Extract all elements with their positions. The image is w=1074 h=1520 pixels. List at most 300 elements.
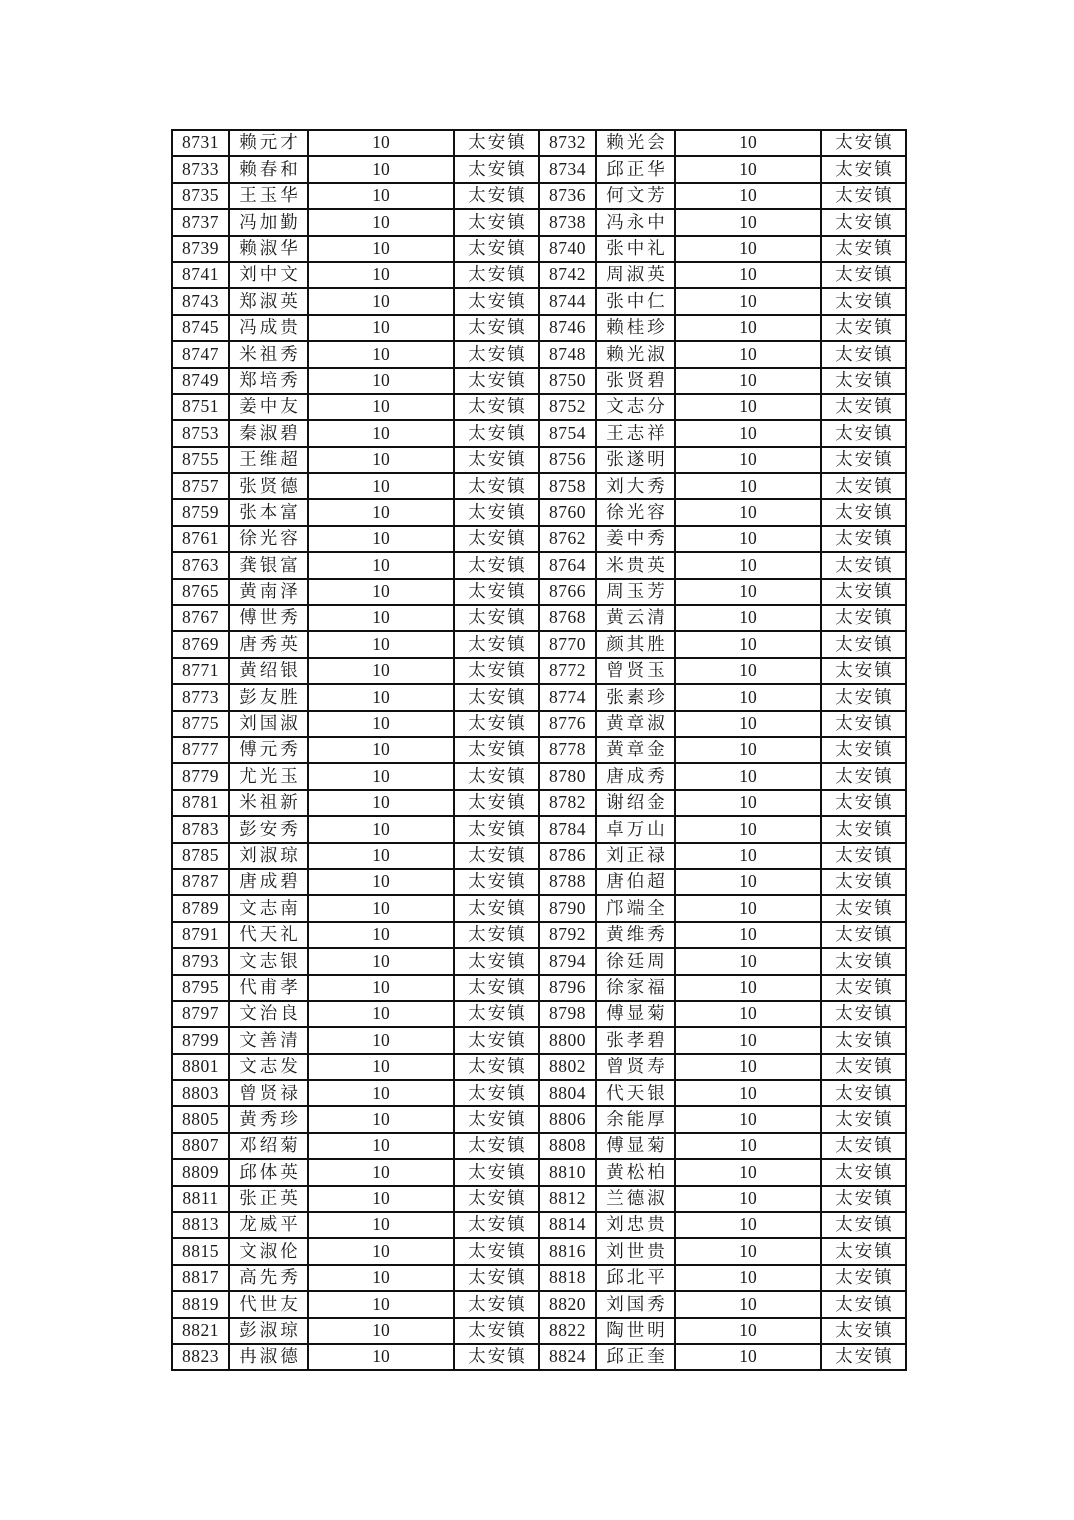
cell-value: 10 bbox=[675, 711, 821, 737]
cell-value: 10 bbox=[308, 420, 454, 446]
cell-value: 10 bbox=[308, 394, 454, 420]
cell-name: 张本富 bbox=[229, 499, 308, 525]
cell-town: 太安镇 bbox=[821, 1027, 906, 1053]
cell-name: 何文芳 bbox=[596, 183, 675, 209]
cell-id: 8800 bbox=[539, 1027, 596, 1053]
cell-town: 太安镇 bbox=[454, 631, 539, 657]
cell-name: 周玉芳 bbox=[596, 579, 675, 605]
cell-name: 颜其胜 bbox=[596, 631, 675, 657]
cell-id: 8774 bbox=[539, 684, 596, 710]
cell-id: 8815 bbox=[172, 1238, 229, 1264]
cell-value: 10 bbox=[675, 1159, 821, 1185]
cell-value: 10 bbox=[675, 156, 821, 182]
table-row bbox=[172, 315, 906, 341]
table-row bbox=[172, 684, 906, 710]
cell-value: 10 bbox=[308, 631, 454, 657]
cell-id: 8772 bbox=[539, 658, 596, 684]
cell-value: 10 bbox=[308, 711, 454, 737]
cell-id: 8735 bbox=[172, 183, 229, 209]
cell-id: 8771 bbox=[172, 658, 229, 684]
cell-town: 太安镇 bbox=[821, 605, 906, 631]
cell-value: 10 bbox=[308, 1080, 454, 1106]
cell-value: 10 bbox=[308, 447, 454, 473]
table-row bbox=[172, 1054, 906, 1080]
cell-id: 8784 bbox=[539, 816, 596, 842]
cell-name: 代甫孝 bbox=[229, 975, 308, 1001]
cell-name: 赖桂珍 bbox=[596, 315, 675, 341]
cell-id: 8785 bbox=[172, 843, 229, 869]
cell-town: 太安镇 bbox=[454, 1318, 539, 1344]
cell-id: 8793 bbox=[172, 948, 229, 974]
cell-value: 10 bbox=[308, 843, 454, 869]
cell-town: 太安镇 bbox=[821, 843, 906, 869]
cell-name: 兰德淑 bbox=[596, 1186, 675, 1212]
table-row bbox=[172, 420, 906, 446]
cell-name: 傅元秀 bbox=[229, 737, 308, 763]
cell-town: 太安镇 bbox=[454, 288, 539, 314]
cell-id: 8790 bbox=[539, 895, 596, 921]
cell-town: 太安镇 bbox=[454, 1159, 539, 1185]
cell-id: 8782 bbox=[539, 790, 596, 816]
cell-value: 10 bbox=[308, 816, 454, 842]
cell-value: 10 bbox=[308, 315, 454, 341]
cell-town: 太安镇 bbox=[454, 1106, 539, 1132]
cell-id: 8777 bbox=[172, 737, 229, 763]
cell-name: 米祖秀 bbox=[229, 341, 308, 367]
cell-town: 太安镇 bbox=[821, 922, 906, 948]
cell-value: 10 bbox=[675, 1344, 821, 1370]
cell-town: 太安镇 bbox=[454, 579, 539, 605]
cell-name: 刘国秀 bbox=[596, 1291, 675, 1317]
cell-value: 10 bbox=[675, 368, 821, 394]
cell-name: 张中仁 bbox=[596, 288, 675, 314]
cell-name: 徐家福 bbox=[596, 975, 675, 1001]
cell-name: 代天银 bbox=[596, 1080, 675, 1106]
cell-id: 8824 bbox=[539, 1344, 596, 1370]
cell-name: 冯加勤 bbox=[229, 209, 308, 235]
cell-name: 文善清 bbox=[229, 1027, 308, 1053]
cell-name: 彭淑琼 bbox=[229, 1318, 308, 1344]
cell-town: 太安镇 bbox=[454, 1001, 539, 1027]
cell-name: 黄秀珍 bbox=[229, 1106, 308, 1132]
cell-id: 8773 bbox=[172, 684, 229, 710]
roster-table bbox=[171, 129, 907, 1371]
cell-id: 8807 bbox=[172, 1133, 229, 1159]
cell-value: 10 bbox=[675, 1106, 821, 1132]
table-row bbox=[172, 1265, 906, 1291]
cell-name: 刘正禄 bbox=[596, 843, 675, 869]
table-row bbox=[172, 975, 906, 1001]
table-row bbox=[172, 1133, 906, 1159]
cell-value: 10 bbox=[675, 975, 821, 1001]
cell-name: 徐廷周 bbox=[596, 948, 675, 974]
cell-town: 太安镇 bbox=[821, 1265, 906, 1291]
cell-value: 10 bbox=[675, 790, 821, 816]
cell-value: 10 bbox=[308, 1001, 454, 1027]
cell-id: 8733 bbox=[172, 156, 229, 182]
table-row bbox=[172, 922, 906, 948]
cell-id: 8822 bbox=[539, 1318, 596, 1344]
cell-name: 文志银 bbox=[229, 948, 308, 974]
cell-name: 邱正华 bbox=[596, 156, 675, 182]
cell-town: 太安镇 bbox=[454, 975, 539, 1001]
cell-value: 10 bbox=[675, 236, 821, 262]
cell-town: 太安镇 bbox=[821, 183, 906, 209]
cell-town: 太安镇 bbox=[454, 183, 539, 209]
cell-name: 赖淑华 bbox=[229, 236, 308, 262]
table-row bbox=[172, 526, 906, 552]
cell-town: 太安镇 bbox=[454, 1080, 539, 1106]
cell-town: 太安镇 bbox=[454, 684, 539, 710]
cell-name: 刘忠贵 bbox=[596, 1212, 675, 1238]
cell-name: 曾贤寿 bbox=[596, 1054, 675, 1080]
cell-name: 周淑英 bbox=[596, 262, 675, 288]
cell-value: 10 bbox=[308, 341, 454, 367]
cell-id: 8742 bbox=[539, 262, 596, 288]
table-row bbox=[172, 1318, 906, 1344]
cell-value: 10 bbox=[308, 473, 454, 499]
table-row bbox=[172, 948, 906, 974]
cell-name: 高先秀 bbox=[229, 1265, 308, 1291]
cell-town: 太安镇 bbox=[454, 1186, 539, 1212]
cell-town: 太安镇 bbox=[821, 737, 906, 763]
cell-id: 8796 bbox=[539, 975, 596, 1001]
cell-value: 10 bbox=[308, 1186, 454, 1212]
cell-town: 太安镇 bbox=[821, 209, 906, 235]
cell-id: 8756 bbox=[539, 447, 596, 473]
cell-town: 太安镇 bbox=[454, 552, 539, 578]
cell-value: 10 bbox=[675, 1027, 821, 1053]
cell-name: 傅显菊 bbox=[596, 1001, 675, 1027]
table-row bbox=[172, 763, 906, 789]
cell-town: 太安镇 bbox=[454, 394, 539, 420]
cell-id: 8765 bbox=[172, 579, 229, 605]
table-row bbox=[172, 711, 906, 737]
cell-id: 8820 bbox=[539, 1291, 596, 1317]
table-row bbox=[172, 895, 906, 921]
table-row bbox=[172, 368, 906, 394]
cell-name: 唐成碧 bbox=[229, 869, 308, 895]
cell-id: 8805 bbox=[172, 1106, 229, 1132]
cell-name: 张正英 bbox=[229, 1186, 308, 1212]
cell-value: 10 bbox=[675, 394, 821, 420]
table-row bbox=[172, 605, 906, 631]
cell-value: 10 bbox=[675, 816, 821, 842]
cell-town: 太安镇 bbox=[821, 236, 906, 262]
cell-town: 太安镇 bbox=[454, 763, 539, 789]
cell-value: 10 bbox=[308, 552, 454, 578]
cell-town: 太安镇 bbox=[454, 1265, 539, 1291]
cell-name: 米祖新 bbox=[229, 790, 308, 816]
cell-value: 10 bbox=[308, 1238, 454, 1264]
cell-town: 太安镇 bbox=[821, 1238, 906, 1264]
cell-town: 太安镇 bbox=[821, 368, 906, 394]
cell-id: 8778 bbox=[539, 737, 596, 763]
cell-id: 8789 bbox=[172, 895, 229, 921]
cell-name: 龚银富 bbox=[229, 552, 308, 578]
cell-id: 8770 bbox=[539, 631, 596, 657]
cell-town: 太安镇 bbox=[821, 1054, 906, 1080]
cell-id: 8823 bbox=[172, 1344, 229, 1370]
cell-id: 8734 bbox=[539, 156, 596, 182]
cell-value: 10 bbox=[308, 526, 454, 552]
cell-town: 太安镇 bbox=[454, 499, 539, 525]
cell-town: 太安镇 bbox=[454, 922, 539, 948]
cell-name: 文志分 bbox=[596, 394, 675, 420]
cell-name: 余能厚 bbox=[596, 1106, 675, 1132]
cell-town: 太安镇 bbox=[454, 262, 539, 288]
table-row bbox=[172, 183, 906, 209]
cell-id: 8762 bbox=[539, 526, 596, 552]
cell-id: 8810 bbox=[539, 1159, 596, 1185]
cell-name: 刘国淑 bbox=[229, 711, 308, 737]
table-row bbox=[172, 473, 906, 499]
cell-id: 8788 bbox=[539, 869, 596, 895]
cell-town: 太安镇 bbox=[821, 156, 906, 182]
cell-name: 秦淑碧 bbox=[229, 420, 308, 446]
table-row bbox=[172, 236, 906, 262]
table-row bbox=[172, 394, 906, 420]
cell-town: 太安镇 bbox=[454, 711, 539, 737]
cell-name: 张中礼 bbox=[596, 236, 675, 262]
cell-value: 10 bbox=[308, 1291, 454, 1317]
cell-name: 龙威平 bbox=[229, 1212, 308, 1238]
cell-value: 10 bbox=[308, 1265, 454, 1291]
cell-value: 10 bbox=[308, 288, 454, 314]
cell-name: 傅世秀 bbox=[229, 605, 308, 631]
cell-name: 唐伯超 bbox=[596, 869, 675, 895]
cell-name: 徐光容 bbox=[229, 526, 308, 552]
cell-name: 冉淑德 bbox=[229, 1344, 308, 1370]
cell-id: 8797 bbox=[172, 1001, 229, 1027]
cell-name: 刘淑琼 bbox=[229, 843, 308, 869]
cell-id: 8747 bbox=[172, 341, 229, 367]
cell-value: 10 bbox=[308, 499, 454, 525]
cell-town: 太安镇 bbox=[821, 631, 906, 657]
cell-value: 10 bbox=[308, 948, 454, 974]
cell-name: 黄绍银 bbox=[229, 658, 308, 684]
cell-id: 8779 bbox=[172, 763, 229, 789]
cell-name: 傅显菊 bbox=[596, 1133, 675, 1159]
cell-town: 太安镇 bbox=[821, 262, 906, 288]
cell-value: 10 bbox=[675, 1054, 821, 1080]
cell-town: 太安镇 bbox=[454, 605, 539, 631]
cell-value: 10 bbox=[675, 763, 821, 789]
cell-town: 太安镇 bbox=[454, 130, 539, 156]
cell-name: 赖元才 bbox=[229, 130, 308, 156]
cell-id: 8808 bbox=[539, 1133, 596, 1159]
cell-name: 文治良 bbox=[229, 1001, 308, 1027]
cell-town: 太安镇 bbox=[821, 552, 906, 578]
cell-name: 赖光淑 bbox=[596, 341, 675, 367]
cell-town: 太安镇 bbox=[821, 499, 906, 525]
table-row bbox=[172, 843, 906, 869]
cell-value: 10 bbox=[308, 1344, 454, 1370]
cell-name: 文志南 bbox=[229, 895, 308, 921]
cell-value: 10 bbox=[675, 552, 821, 578]
table-row bbox=[172, 790, 906, 816]
cell-id: 8781 bbox=[172, 790, 229, 816]
table-row bbox=[172, 262, 906, 288]
cell-value: 10 bbox=[308, 236, 454, 262]
cell-town: 太安镇 bbox=[821, 1133, 906, 1159]
cell-value: 10 bbox=[675, 315, 821, 341]
roster-table-body bbox=[172, 130, 906, 1370]
cell-value: 10 bbox=[675, 499, 821, 525]
cell-town: 太安镇 bbox=[821, 1291, 906, 1317]
cell-town: 太安镇 bbox=[454, 1212, 539, 1238]
cell-id: 8731 bbox=[172, 130, 229, 156]
cell-id: 8746 bbox=[539, 315, 596, 341]
cell-town: 太安镇 bbox=[454, 1291, 539, 1317]
cell-name: 邱体英 bbox=[229, 1159, 308, 1185]
cell-id: 8737 bbox=[172, 209, 229, 235]
cell-value: 10 bbox=[308, 922, 454, 948]
table-row bbox=[172, 737, 906, 763]
cell-value: 10 bbox=[675, 1291, 821, 1317]
cell-value: 10 bbox=[308, 737, 454, 763]
cell-town: 太安镇 bbox=[454, 869, 539, 895]
cell-value: 10 bbox=[308, 1159, 454, 1185]
cell-name: 赖光会 bbox=[596, 130, 675, 156]
cell-name: 刘大秀 bbox=[596, 473, 675, 499]
cell-town: 太安镇 bbox=[821, 341, 906, 367]
cell-name: 姜中秀 bbox=[596, 526, 675, 552]
cell-value: 10 bbox=[308, 895, 454, 921]
cell-town: 太安镇 bbox=[821, 711, 906, 737]
cell-value: 10 bbox=[308, 684, 454, 710]
cell-value: 10 bbox=[308, 869, 454, 895]
cell-value: 10 bbox=[675, 130, 821, 156]
cell-name: 张孝碧 bbox=[596, 1027, 675, 1053]
cell-id: 8791 bbox=[172, 922, 229, 948]
cell-name: 徐光容 bbox=[596, 499, 675, 525]
cell-town: 太安镇 bbox=[821, 763, 906, 789]
cell-town: 太安镇 bbox=[821, 579, 906, 605]
cell-id: 8743 bbox=[172, 288, 229, 314]
table-row bbox=[172, 1001, 906, 1027]
cell-value: 10 bbox=[675, 579, 821, 605]
cell-value: 10 bbox=[675, 1080, 821, 1106]
cell-value: 10 bbox=[675, 288, 821, 314]
cell-town: 太安镇 bbox=[454, 315, 539, 341]
cell-id: 8804 bbox=[539, 1080, 596, 1106]
cell-id: 8811 bbox=[172, 1186, 229, 1212]
cell-name: 黄松柏 bbox=[596, 1159, 675, 1185]
cell-id: 8763 bbox=[172, 552, 229, 578]
table-row bbox=[172, 156, 906, 182]
cell-value: 10 bbox=[675, 183, 821, 209]
cell-id: 8787 bbox=[172, 869, 229, 895]
cell-town: 太安镇 bbox=[821, 975, 906, 1001]
cell-id: 8767 bbox=[172, 605, 229, 631]
cell-id: 8753 bbox=[172, 420, 229, 446]
cell-town: 太安镇 bbox=[821, 684, 906, 710]
cell-id: 8736 bbox=[539, 183, 596, 209]
cell-name: 王玉华 bbox=[229, 183, 308, 209]
table-row bbox=[172, 869, 906, 895]
cell-id: 8803 bbox=[172, 1080, 229, 1106]
cell-id: 8751 bbox=[172, 394, 229, 420]
cell-id: 8783 bbox=[172, 816, 229, 842]
cell-name: 邝端全 bbox=[596, 895, 675, 921]
cell-name: 曾贤禄 bbox=[229, 1080, 308, 1106]
cell-id: 8780 bbox=[539, 763, 596, 789]
cell-value: 10 bbox=[675, 605, 821, 631]
cell-id: 8799 bbox=[172, 1027, 229, 1053]
cell-id: 8786 bbox=[539, 843, 596, 869]
cell-name: 谢绍金 bbox=[596, 790, 675, 816]
cell-value: 10 bbox=[675, 948, 821, 974]
cell-id: 8755 bbox=[172, 447, 229, 473]
cell-id: 8744 bbox=[539, 288, 596, 314]
cell-value: 10 bbox=[675, 1001, 821, 1027]
cell-name: 王维超 bbox=[229, 447, 308, 473]
cell-name: 邱正奎 bbox=[596, 1344, 675, 1370]
cell-value: 10 bbox=[308, 975, 454, 1001]
cell-value: 10 bbox=[675, 341, 821, 367]
cell-id: 8806 bbox=[539, 1106, 596, 1132]
cell-town: 太安镇 bbox=[454, 658, 539, 684]
cell-id: 8776 bbox=[539, 711, 596, 737]
cell-value: 10 bbox=[308, 1212, 454, 1238]
cell-value: 10 bbox=[675, 658, 821, 684]
cell-id: 8738 bbox=[539, 209, 596, 235]
cell-name: 黄章淑 bbox=[596, 711, 675, 737]
cell-id: 8802 bbox=[539, 1054, 596, 1080]
table-row bbox=[172, 658, 906, 684]
cell-town: 太安镇 bbox=[454, 737, 539, 763]
cell-value: 10 bbox=[675, 526, 821, 552]
cell-town: 太安镇 bbox=[821, 1080, 906, 1106]
cell-value: 10 bbox=[308, 183, 454, 209]
table-row bbox=[172, 209, 906, 235]
cell-value: 10 bbox=[675, 1212, 821, 1238]
cell-value: 10 bbox=[675, 420, 821, 446]
cell-name: 黄章金 bbox=[596, 737, 675, 763]
cell-name: 黄维秀 bbox=[596, 922, 675, 948]
cell-name: 张贤德 bbox=[229, 473, 308, 499]
cell-id: 8754 bbox=[539, 420, 596, 446]
table-row bbox=[172, 579, 906, 605]
cell-name: 冯成贵 bbox=[229, 315, 308, 341]
cell-name: 黄南泽 bbox=[229, 579, 308, 605]
cell-id: 8821 bbox=[172, 1318, 229, 1344]
table-row bbox=[172, 1186, 906, 1212]
cell-town: 太安镇 bbox=[821, 895, 906, 921]
cell-id: 8764 bbox=[539, 552, 596, 578]
table-row bbox=[172, 1080, 906, 1106]
cell-value: 10 bbox=[675, 843, 821, 869]
cell-name: 赖春和 bbox=[229, 156, 308, 182]
table-row bbox=[172, 1291, 906, 1317]
cell-name: 郑淑英 bbox=[229, 288, 308, 314]
cell-value: 10 bbox=[675, 631, 821, 657]
cell-name: 邓绍菊 bbox=[229, 1133, 308, 1159]
cell-id: 8758 bbox=[539, 473, 596, 499]
cell-name: 刘中文 bbox=[229, 262, 308, 288]
cell-town: 太安镇 bbox=[454, 816, 539, 842]
cell-value: 10 bbox=[675, 869, 821, 895]
cell-value: 10 bbox=[308, 579, 454, 605]
cell-value: 10 bbox=[308, 658, 454, 684]
cell-id: 8792 bbox=[539, 922, 596, 948]
cell-town: 太安镇 bbox=[454, 526, 539, 552]
cell-value: 10 bbox=[675, 262, 821, 288]
cell-town: 太安镇 bbox=[454, 156, 539, 182]
table-row bbox=[172, 816, 906, 842]
cell-id: 8739 bbox=[172, 236, 229, 262]
